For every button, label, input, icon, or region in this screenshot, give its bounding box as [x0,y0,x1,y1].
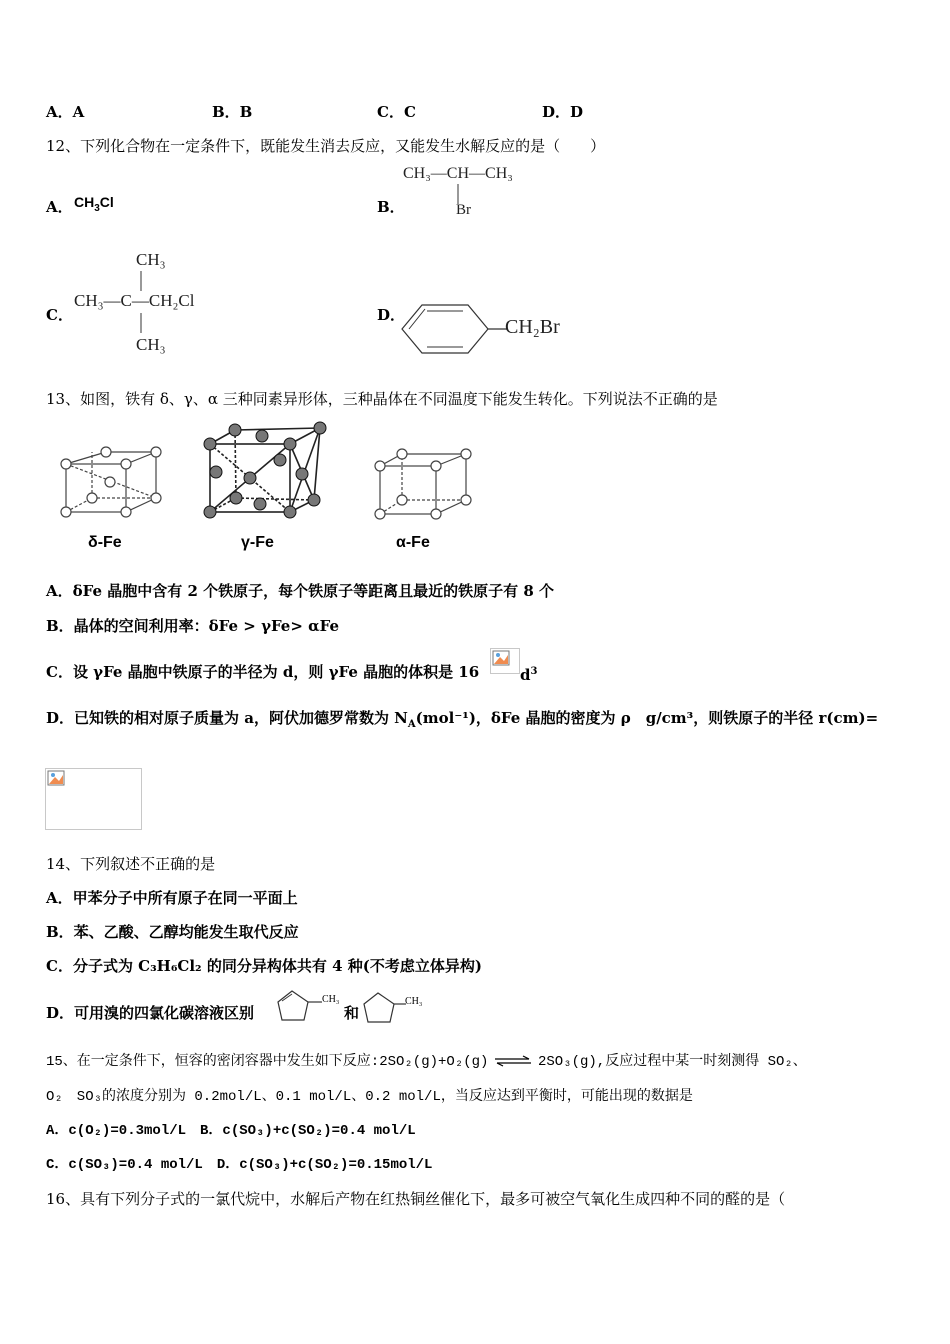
q12-b-branch: Br [456,202,471,218]
q13-option-d: D．已知铁的相对原子质量为 a，阿伏加德罗常数为 $N_A(mol^{-1})$，δFe 晶胞的密度为 ρ g/cm³，则铁原子的半径 r(cm)= [46,709,879,730]
q12-d-group: CH₂Br [505,316,560,338]
q12-c-top: CH₃ [136,250,166,269]
q12-a-formula: $CH_3Cl$ [74,194,114,214]
q12-c-bond-bottom [138,313,144,333]
q15-line2: O₂ SO₃的浓度分别为 0.2mol/L、0.1 mol/L、0.2 mol/L，当反应达到平衡时，可能出现的数据是 [46,1089,693,1105]
q14-option-b: B．苯、乙酸、乙醇均能发生取代反应 [46,923,299,941]
benzene-ring-icon [400,302,510,358]
q12-d-label: D． [377,306,406,324]
q12-a-label: A． [46,198,73,216]
methyl-label-2: CH₃ [405,996,423,1007]
q13-option-c: C．设 γFe 晶胞中铁原子的半径为 d，则 γFe 晶胞的体积是 16 [46,663,480,681]
q14-option-a: A．甲苯分子中所有原子在同一平面上 [46,889,298,907]
q13-option-a: A．δFe 晶胞中含有 2 个铁原子，每个铁原子等距离且最近的铁原子有 8 个 [46,582,555,600]
q16-stem: 16、具有下列分子式的一氯代烷中，水解后产物在红热铜丝催化下，最多可被空气氧化生成四种不同的醛的是（ [46,1190,786,1208]
cyclopentene-icon [274,988,326,1024]
q11-option-c: C．C [377,103,416,121]
broken-image-icon [45,768,142,830]
cyclopentane-icon [360,990,410,1024]
delta-fe-label: δ-Fe [88,534,122,551]
q13-stem: 13、如图，铁有 δ、γ、α 三种同素异形体，三种晶体在不同温度下能发生转化。下列说法不正确的是 [46,390,718,408]
q13-option-c-tail: $d^3$ [520,666,538,684]
q14-option-c: C．分子式为 C₃H₆Cl₂ 的同分异构体共有 4 种(不考虑立体异构) [46,957,482,975]
methyl-label-1: CH₃ [322,994,340,1005]
equilibrium-arrow-icon [493,1055,533,1067]
q12-c-bottom: CH₃ [136,335,166,354]
q12-b-label: B． [377,198,405,216]
q13-option-b: B．晶体的空间利用率：δFe > γFe> αFe [46,617,340,635]
q12-b-chain: CH₃—CH—CH₃ [403,165,513,182]
q12-c-chain: CH₃—C—CH₂Cl [74,291,195,310]
alpha-fe-label: α-Fe [396,534,430,551]
q15-options-ab: A．c(O₂)=0.3mol/L B．c(SO₃)+c(SO₂)=0.4 mol/L [46,1123,416,1139]
q12-c-bond-top [138,271,144,291]
gamma-fe-label: γ-Fe [241,534,274,551]
q14-and: 和 [344,1004,360,1022]
q12-b-bond [455,184,461,204]
q11-option-b: B．B [212,103,253,121]
q15-line1: 15、在一定条件下，恒容的密闭容器中发生如下反应:2SO₂(g)+O₂(g) 2SO₃(g),反应过程中某一时刻测得 SO₂、 [46,1054,807,1070]
q14-option-d: D．可用溴的四氯化碳溶液区别 [46,1004,255,1022]
q12-c-label: C． [46,306,73,324]
alpha-fe-cell [380,454,466,514]
broken-image-icon [490,648,520,674]
q15-options-cd: C．c(SO₃)=0.4 mol/L D．c(SO₃)+c(SO₂)=0.15mol/L [46,1157,433,1173]
q11-option-d: D．D [542,103,584,121]
q11-option-a: A．A [46,103,85,121]
q14-stem: 14、下列叙述不正确的是 [46,855,216,873]
q12-stem: 12、下列化合物在一定条件下，既能发生消去反应，又能发生水解反应的是（ ） [46,137,606,155]
